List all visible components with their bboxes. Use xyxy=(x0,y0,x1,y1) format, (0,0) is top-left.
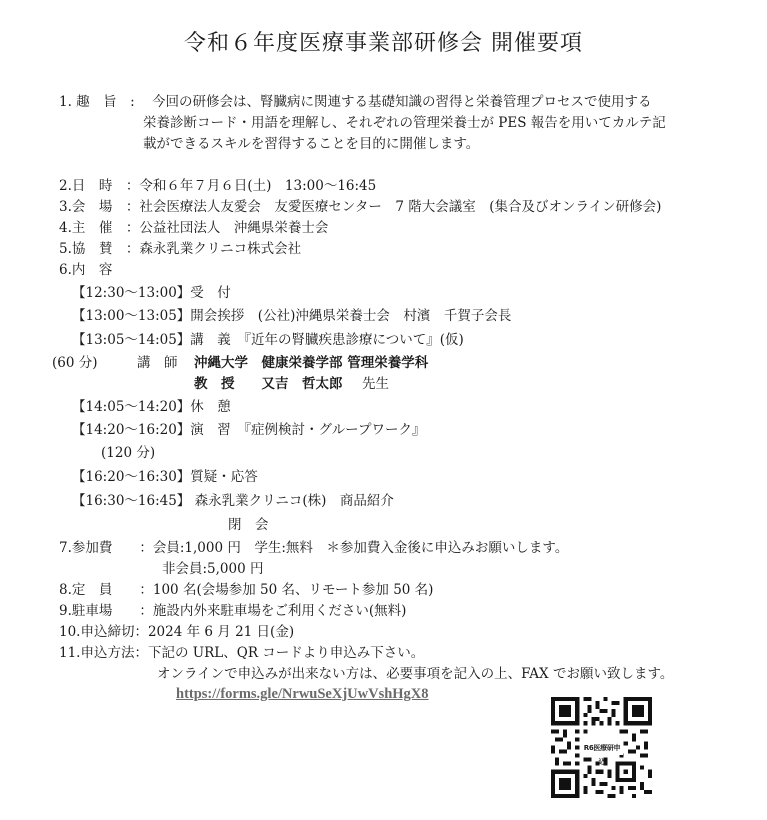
application-method-line: 11.申込方法：下記の URL、QR コードより申込み下さい。 xyxy=(59,645,425,661)
schedule-break: 【14:05〜14:20】休 憩 xyxy=(72,399,231,415)
purpose-line-2: 栄養診断コード・用語を理解し、それぞれの管理栄養士が PES 報告を用いてカルテ記 xyxy=(143,115,666,131)
lecturer-honorific: 先生 xyxy=(362,376,389,392)
application-url-link[interactable]: https://forms.gle/NrwuSeXjUwVshHgX8 xyxy=(176,686,429,702)
lecture-duration: (60 分) xyxy=(52,355,98,371)
purpose-line-3: 載ができるスキルを習得することを目的に開催します。 xyxy=(143,136,480,152)
organizer-line: 4.主 催 ：公益社団法人 沖縄県栄養士会 xyxy=(59,220,329,236)
lecturer-label: 講 師 xyxy=(137,355,178,371)
exercise-duration: (120 分) xyxy=(101,445,156,461)
schedule-product-intro: 【16:30〜16:45】 森永乳業クリニコ(株) 商品紹介 xyxy=(72,493,394,509)
fee-nonmember-line: 非会員:5,000 円 xyxy=(162,561,264,577)
schedule-opening: 【13:00〜13:05】開会挨拶 (公社)沖縄県栄養士会 村濱 千賀子会長 xyxy=(72,308,512,324)
schedule-reception: 【12:30〜13:00】受 付 xyxy=(72,285,231,301)
schedule-qa: 【16:20〜16:30】質疑・応答 xyxy=(72,469,258,485)
application-fax-note: オンラインで申込みが出来ない方は、必要事項を記入の上、FAX でお願い致します。 xyxy=(157,666,674,682)
qr-center-label: R6医療研申込 xyxy=(581,741,623,755)
venue-line: 3.会 場 ：社会医療法人友愛会 友愛医療センター 7 階大会議室 (集合及びオンライン研修会) xyxy=(59,199,662,215)
purpose-label: 1. 趣 旨 : xyxy=(59,94,135,110)
date-line: 2.日 時 ：令和６年７月６日(土) 13:00〜16:45 xyxy=(59,178,377,194)
parking-line: 9.駐車場 ：施設内外来駐車場をご利用ください(無料) xyxy=(59,603,407,619)
sponsor-line: 5.協 賛 ：森永乳業クリニコ株式会社 xyxy=(59,241,302,257)
schedule-lecture: 【13:05〜14:05】講 義 『近年の腎臓疾患診療について』(仮) xyxy=(72,332,464,348)
schedule-exercise: 【14:20〜16:20】演 習 『症例検討・グループワーク』 xyxy=(72,422,426,438)
lecturer-name: 教 授 又吉 哲太郎 xyxy=(194,376,343,392)
fee-line: 7.参加費 ：会員:1,000 円 学生:無料 ＊参加費入金後に申込みお願いします。 xyxy=(59,540,569,556)
schedule-closing: 閉 会 xyxy=(228,517,269,533)
content-heading: 6.内 容 xyxy=(59,262,113,278)
capacity-line: 8.定 員 ：100 名(会場参加 50 名、リモート参加 50 名) xyxy=(59,582,434,598)
document-title: 令和６年度医療事業部研修会 開催要項 xyxy=(184,31,583,56)
application-qr-code[interactable] xyxy=(551,697,652,798)
lecturer-affiliation: 沖縄大学 健康栄養学部 管理栄養学科 xyxy=(194,355,429,371)
deadline-line: 10.申込締切：2024 年 6 月 21 日(金) xyxy=(59,624,295,640)
purpose-line-1: 今回の研修会は、腎臓病に関連する基礎知識の習得と栄養管理プロセスで使用する xyxy=(152,94,652,110)
